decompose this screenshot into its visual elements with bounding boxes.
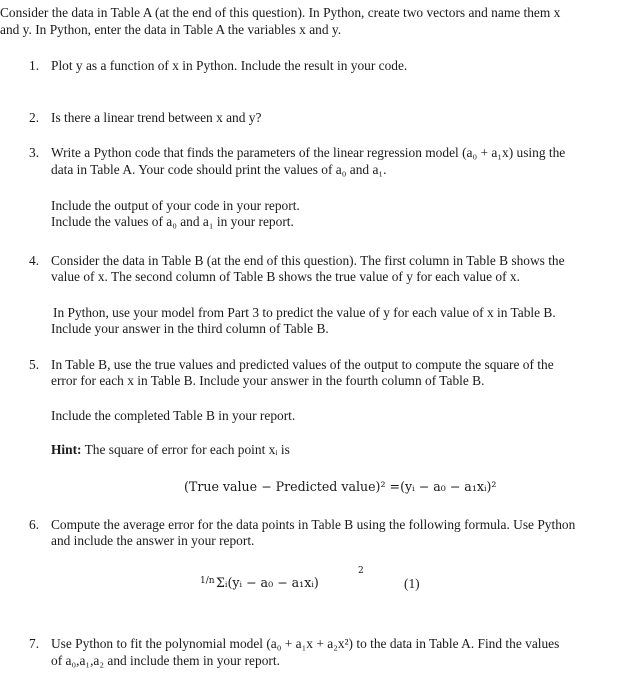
q4-line-1: Consider the data in Table B (at the end of this question). The first column in Table B shows the [51,253,565,268]
q2-number: 2. [29,110,40,125]
q7-line-1: Use Python to fit the polynomial model (a₀ + a₁x + a₂x²) to the data in Table A. Find the values [51,636,560,651]
q2-text: Is there a linear trend between x and y? [51,110,262,125]
q3-line-3: Include the output of your code in your report. [51,198,300,213]
q7-line-2: of a₀,a₁,a₂ and include them in your report. [51,653,280,668]
intro-line-1: Consider the data in Table A (at the end of this question). In Python, create two vectors and name them x [0,5,561,20]
q3-line-2: data in Table A. Your code should print the values of a₀ and a₁. [51,162,387,177]
q5-line-1: In Table B, use the true values and predicted values of the output to compute the square of the [51,357,554,372]
q4-line-3: In Python, use your model from Part 3 to predict the value of y for each value of x in Table B. [53,305,556,320]
q6-number: 6. [29,517,40,532]
q5-formula: (True value − Predicted value)² =(yᵢ − a₀ − a₁xᵢ)² [184,479,497,494]
q6-formula: Σᵢ(yᵢ − a₀ − a₁xᵢ) [216,575,319,590]
hint-text: The square of error for each point xᵢ is [81,442,290,457]
q6-exponent: 2 [358,566,364,576]
q6-equation-number: (1) [404,576,420,591]
q7-number: 7. [29,636,40,651]
intro-line-2: and y. In Python, enter the data in Table A the variables x and y. [0,22,342,37]
q3-line-1: Write a Python code that finds the parameters of the linear regression model (a₀ + a₁x) using the [51,145,566,160]
q6-line-1: Compute the average error for the data points in Table B using the following formula. Use Python [51,517,576,532]
q3-line-4: Include the values of a₀ and a₁ in your report. [51,214,294,229]
q4-number: 4. [29,253,40,268]
q1-number: 1. [29,58,40,73]
q1-text: Plot y as a function of x in Python. Include the result in your code. [51,58,408,73]
hint-label: Hint: [51,442,82,457]
q5-line-3: Include the completed Table B in your report. [51,408,296,423]
q6-line-2: and include the answer in your report. [51,533,255,548]
q5-number: 5. [29,357,40,372]
q4-line-4: Include your answer in the third column of Table B. [51,321,329,336]
q4-line-2: value of x. The second column of Table B shows the true value of y for each value of x. [51,269,520,284]
q5-hint [51,442,290,458]
q5-line-2: error for each x in Table B. Include your answer in the fourth column of Table B. [51,373,485,388]
q3-number: 3. [29,145,40,160]
q6-fraction: 1/n [200,576,215,586]
